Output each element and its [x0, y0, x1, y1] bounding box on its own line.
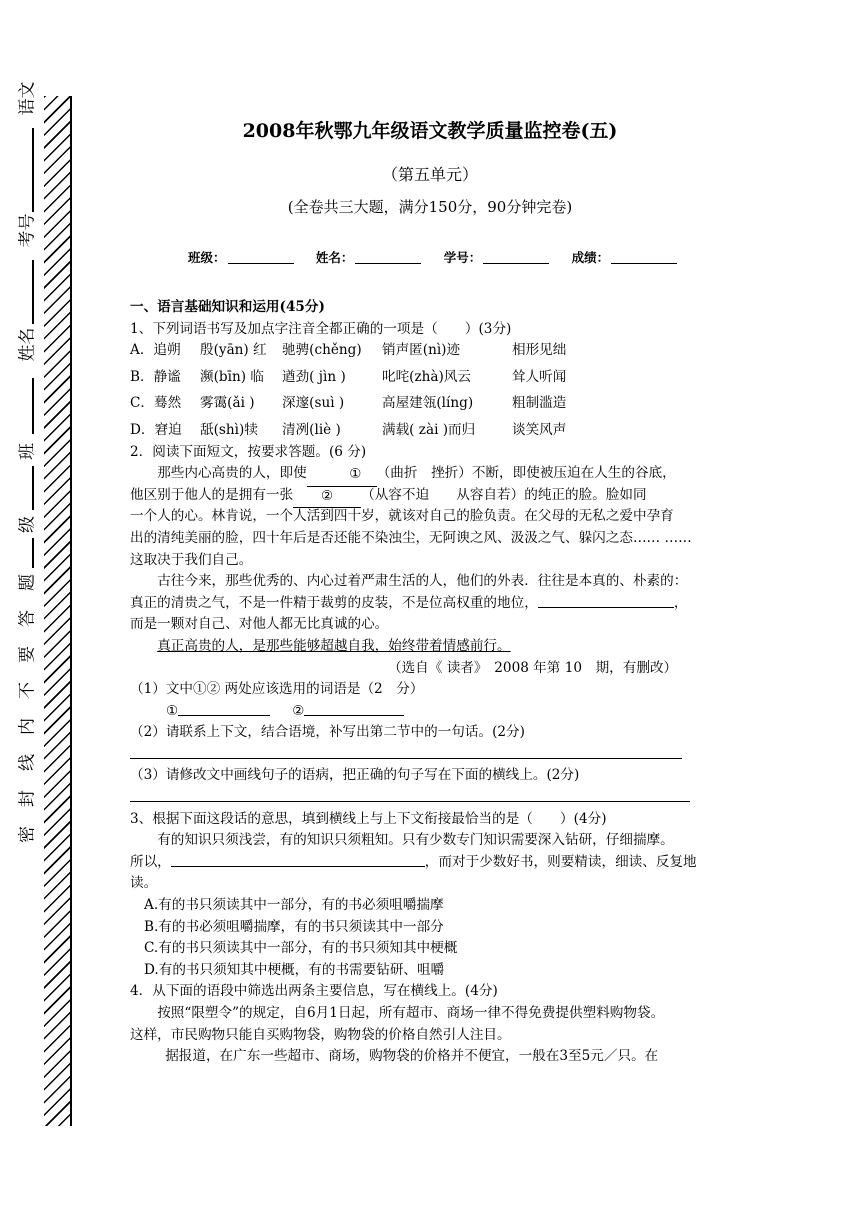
exam-body: [130, 297, 730, 1068]
q2-stem: 2．阅读下面短文，按要求答题。(6 分): [130, 443, 367, 460]
side-warn-0: 题: [17, 574, 38, 591]
side-rule: [32, 466, 34, 510]
q2-fill-blank[interactable]: [538, 607, 674, 608]
q3-option-b: B.有的书必须咀嚼揣摩，有的书只须读其中一部分: [144, 918, 444, 935]
q1-option-a: A．追朔 殷(yān) 红 驰骋(chěng) 销声匿(nì)迹 相形见绌: [130, 342, 567, 359]
section-heading: 一、语言基础知识和运用(45分): [130, 299, 325, 315]
side-name: 姓名: [17, 327, 38, 362]
q2-para1-line3: 一个人的心。林肯说，一个人活到四十岁，就该对自己的脸负责。在父母的无私之爱中孕育: [130, 508, 674, 525]
q4-para1-line1: 按照“限塑令”的规定，自6月1日起，所有超市、商场一律不得免费提供塑料购物袋。: [157, 1005, 665, 1021]
q3-blank[interactable]: [171, 866, 425, 867]
exam-unit: （第五单元）: [381, 165, 478, 184]
q2-sub2: （2）请联系上下文，结合语境，补写出第二节中的一句话。(2分): [130, 724, 525, 741]
side-class: 班: [17, 443, 38, 460]
q2-para1-line1: 那些内心高贵的人，即使 ① （曲折 挫折）不断，即使被压迫在人生的谷底，: [130, 463, 730, 485]
side-subject: 语文: [17, 81, 38, 116]
q2-blank-2[interactable]: ②: [293, 486, 361, 509]
student-info-row: [188, 248, 695, 266]
q3-stem: 3、根据下面这段话的意思，填到横线上与上下文衔接最恰当的是（ ）(4分): [130, 810, 607, 827]
q2-underlined-sentence: 真正高贵的人，是那些能够超越自我，始终带着情感前行。: [157, 637, 511, 654]
side-warn-5: 线: [17, 754, 38, 771]
q2-sub3: （3）请修改文中画线句子的语病，把正确的句子写在下面的横线上。(2分): [130, 767, 580, 784]
q3-option-c: C.有的书只须读其中一部分，有的书只须知其中梗概: [144, 940, 458, 957]
q2-para2-line3: 而是一颗对自己、对他人都无比真诚的心。: [130, 616, 389, 633]
q2-sub1: （1）文中①② 两处应该选用的词语是（2 分）: [130, 681, 424, 698]
q2-blank-1[interactable]: ①: [307, 464, 377, 487]
q2-sub1-answers: ① ②: [130, 701, 730, 723]
q1-stem: 1、下列词语书写及加点字注音全都正确的一项是（ ）(3分): [130, 320, 512, 337]
name-label: 姓名：: [315, 250, 354, 265]
q1-option-c: C．蓦然 雾霭(ǎi ) 深邃(suì ) 高屋建瓴(líng) 粗制滥造: [130, 395, 567, 412]
side-rule: [32, 260, 34, 324]
q3-option-d: D.有的书只须知其中梗概，有的书需要钻研、咀嚼: [144, 961, 445, 978]
binding-margin: [8, 81, 48, 1128]
class-label: 班级：: [188, 250, 226, 265]
side-warn-3: 不: [17, 682, 38, 699]
q2-para2-line1: 古往今来，那些优秀的、内心过着严肃生活的人，他们的外表．往往是本真的、朴素的：: [157, 573, 688, 590]
side-grade: 级: [17, 516, 38, 533]
side-warn-2: 要: [17, 646, 38, 663]
class-blank[interactable]: [228, 263, 294, 264]
q3-para-line1: 有的知识只须浅尝，有的知识只须粗知。只有少数专门知识需要深入钻研，仔细揣摩。: [157, 832, 674, 849]
q1-option-b: B．静谧 濒(bīn) 临 遒劲( jìn ) 叱咤(zhà)风云 耸人听闻: [130, 368, 567, 385]
q2-para2-line2: 真正的清贵之气，不是一件精于裁剪的皮装，不是位高权重的地位， ，: [130, 594, 688, 611]
q1-option-d: D．窘迫 舐(shì)犊 清冽(liè ) 满载( zài )而归 谈笑风声: [130, 421, 567, 438]
q2-source: （选自《 读者》 2008 年第 10 期，有删改）: [388, 659, 678, 676]
exam-note: (全卷共三大题，满分150分，90分钟完卷): [287, 198, 573, 216]
side-warn-1: 答: [17, 610, 38, 627]
score-label: 成绩：: [571, 250, 610, 265]
side-warn-7: 密: [17, 826, 38, 843]
id-label: 学号：: [443, 250, 482, 265]
id-blank[interactable]: [483, 263, 549, 264]
q2-sub3-answer-line: [130, 787, 730, 809]
q4-para2-line1: 据报道，在广东一些超市、商场，购物袋的价格并不便宜，一般在3至5元／只。在: [165, 1048, 659, 1065]
exam-title: 2008年秋鄂九年级语文教学质量监控卷(五): [242, 120, 618, 142]
side-warn-6: 封: [17, 790, 38, 807]
q2-answer-1[interactable]: [178, 715, 270, 716]
q2-sub3-answer[interactable]: [130, 789, 690, 802]
q2-answer-2[interactable]: [304, 715, 404, 716]
binding-hatch: [44, 96, 72, 1126]
q2-sub2-answer[interactable]: [130, 746, 682, 759]
score-blank[interactable]: [611, 263, 677, 264]
q3-option-a: A.有的书只须读其中一部分，有的书必须咀嚼揣摩: [144, 897, 444, 914]
q2-para1-line2: 他区别于他人的是拥有一张 ② （从容不迫 从容自若）的纯正的脸。脸如同: [130, 485, 730, 507]
q2-sub2-answer-line: [130, 744, 730, 766]
side-exam-no: 考号: [17, 213, 38, 248]
q2-para1-line5: 这取决于我们自己。: [130, 551, 253, 568]
q4-stem: 4．从下面的语段中筛选出两条主要信息，写在横线上。(4分): [130, 983, 498, 1000]
q3-para-line2: 所以， ，而对于少数好书，则要精读，细读、反复地: [130, 853, 697, 870]
q4-para1-line2: 这样，市民购物只能自买购物袋，购物袋的价格自然引人注目。: [130, 1026, 511, 1043]
name-blank[interactable]: [355, 263, 421, 264]
side-warn-4: 内: [17, 718, 38, 735]
q2-para1-line4: 出的清纯美丽的脸，四十年后是否还能不染浊尘，无阿谀之风、汲汲之气、躲闪之态…… ……: [130, 529, 692, 546]
q3-para-line3: 读。: [130, 875, 158, 892]
q2-para3: [130, 636, 730, 658]
side-rule: [32, 378, 34, 434]
